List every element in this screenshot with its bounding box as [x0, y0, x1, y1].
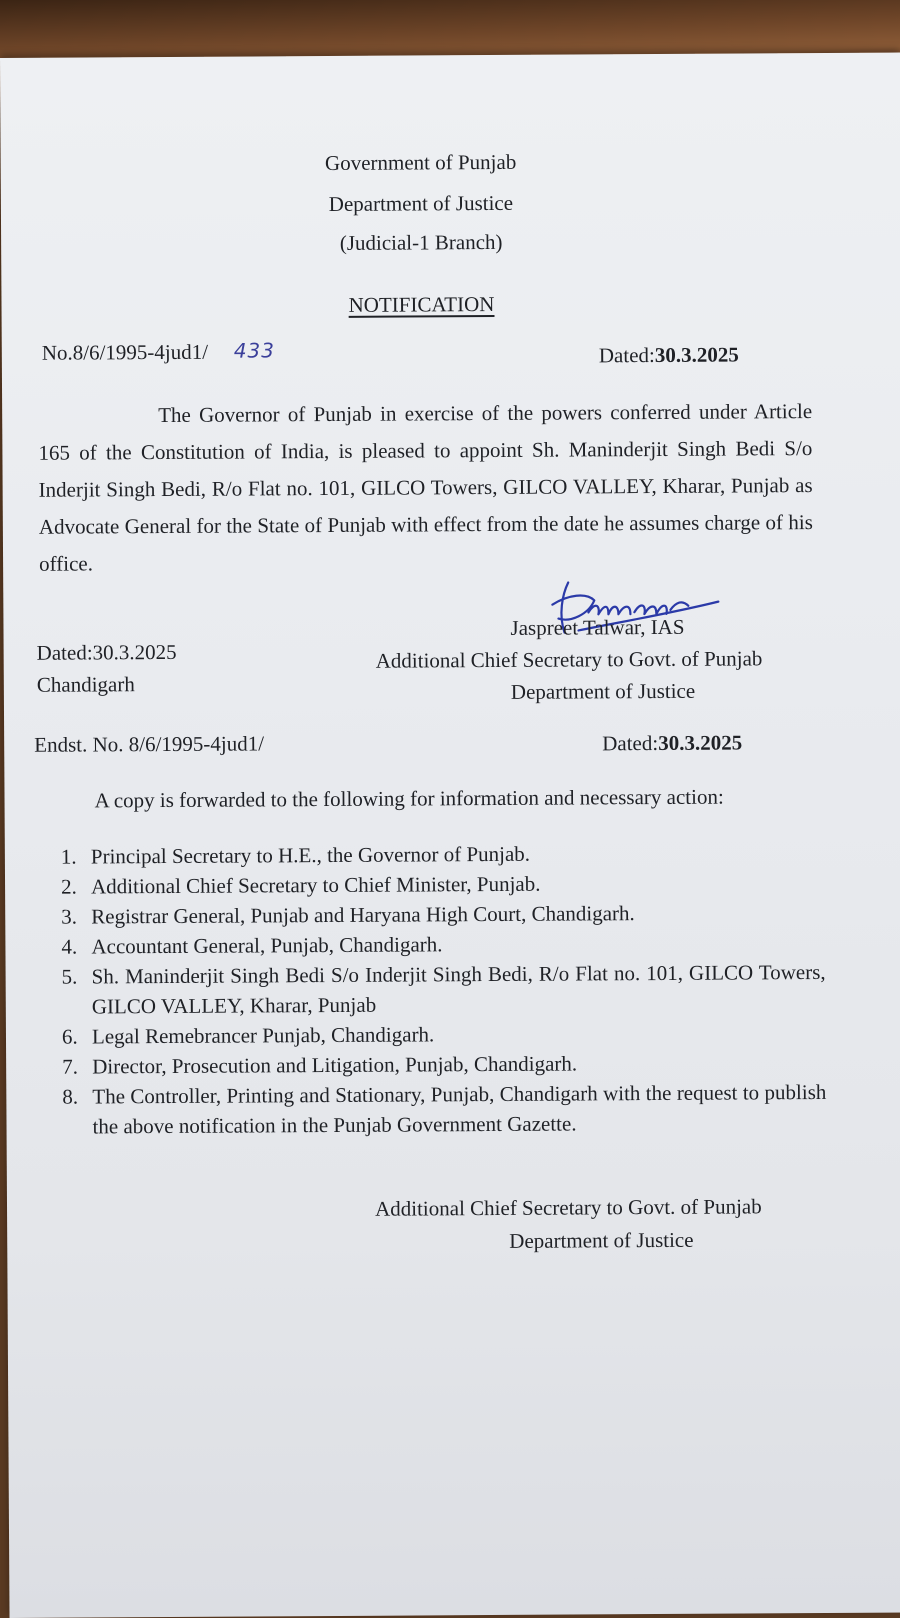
list-item-text: Registrar General, Punjab and Haryana High Court, Chandigarh. — [91, 901, 635, 929]
recipient-list — [45, 837, 827, 1142]
list-item — [45, 897, 825, 932]
list-item-text: The Controller, Printing and Stationary, Punjab, Chandigarh with the request to publish the above notification in the Punjab Government Gazette. — [92, 1079, 827, 1139]
list-item-number: 1. — [60, 844, 77, 869]
list-item — [46, 957, 826, 1022]
issue-place: Chandigarh — [36, 672, 135, 697]
list-item-text: Legal Remebrancer Punjab, Chandigarh. — [91, 1022, 435, 1049]
reference-number-text: No.8/6/1995-4jud1/ — [41, 339, 209, 365]
list-item-number: 2. — [60, 874, 77, 899]
reference-number — [42, 339, 208, 366]
endorsement-date — [602, 729, 742, 756]
signatory-name: Jaspreet Talwar, IAS — [510, 614, 685, 640]
list-item — [45, 837, 825, 872]
reference-date — [599, 341, 739, 368]
notification-paragraph — [38, 393, 813, 583]
header-government: Government of Punjab — [324, 149, 517, 176]
endorsement-date-value: 30.3.2025 — [658, 730, 743, 755]
reference-date-label: Dated: — [598, 343, 655, 368]
list-item-number: 3. — [61, 904, 78, 929]
forwarding-intro: A copy is forwarded to the following for information and necessary action: — [94, 784, 724, 813]
list-item-text: Principal Secretary to H.E., the Governor of Punjab. — [90, 841, 531, 869]
notification-title: NOTIFICATION — [348, 291, 495, 317]
list-item — [45, 927, 825, 962]
endorsement-number: Endst. No. 8/6/1995-4jud1/ — [34, 731, 265, 757]
issue-date: Dated:30.3.2025 — [36, 639, 177, 665]
signatory-designation: Additional Chief Secretary to Govt. of Punjab — [375, 646, 763, 673]
list-item-number: 5. — [61, 964, 78, 989]
list-item — [46, 1017, 826, 1052]
list-item-number: 7. — [62, 1054, 78, 1079]
list-item — [45, 867, 825, 902]
header-branch: (Judicial-1 Branch) — [339, 229, 503, 255]
list-item — [46, 1047, 826, 1082]
notification-text: The Governor of Punjab in exercise of the powers conferred under Article 165 of the Constitution of India, is pleased to appoint Sh. Maninderjit Singh Bedi S/o Inderjit Singh Bedi, R/o Flat no. 101, GILCO Towers, GILCO VALLEY, Kharar, Punjab as Advocate General for the State of Punjab with effect from the date he assumes charge of his office. — [38, 399, 813, 576]
reference-date-value: 30.3.2025 — [654, 342, 739, 368]
list-item-number: 8. — [62, 1084, 79, 1109]
header-department: Department of Justice — [328, 190, 514, 216]
list-item-text: Director, Prosecution and Litigation, Punjab, Chandigarh. — [92, 1051, 578, 1079]
endorsement-date-label: Dated: — [602, 730, 659, 756]
list-item-text: Accountant General, Punjab, Chandigarh. — [91, 932, 443, 959]
list-item — [46, 1077, 826, 1142]
signatory-department: Department of Justice — [510, 678, 696, 704]
document-page — [0, 53, 900, 1618]
handwritten-number: 433 — [233, 338, 276, 363]
list-item-text: Sh. Maninderjit Singh Bedi S/o Inderjit Singh Bedi, R/o Flat no. 101, GILCO Towers, GILCO VALLEY, Kharar, Punjab — [91, 959, 826, 1019]
list-item-text: Additional Chief Secretary to Chief Minister, Punjab. — [90, 871, 541, 899]
list-item-number: 4. — [61, 934, 78, 959]
footer-department: Department of Justice — [509, 1227, 694, 1253]
list-item-number: 6. — [61, 1024, 78, 1049]
footer-designation: Additional Chief Secretary to Govt. of Punjab — [374, 1194, 762, 1221]
